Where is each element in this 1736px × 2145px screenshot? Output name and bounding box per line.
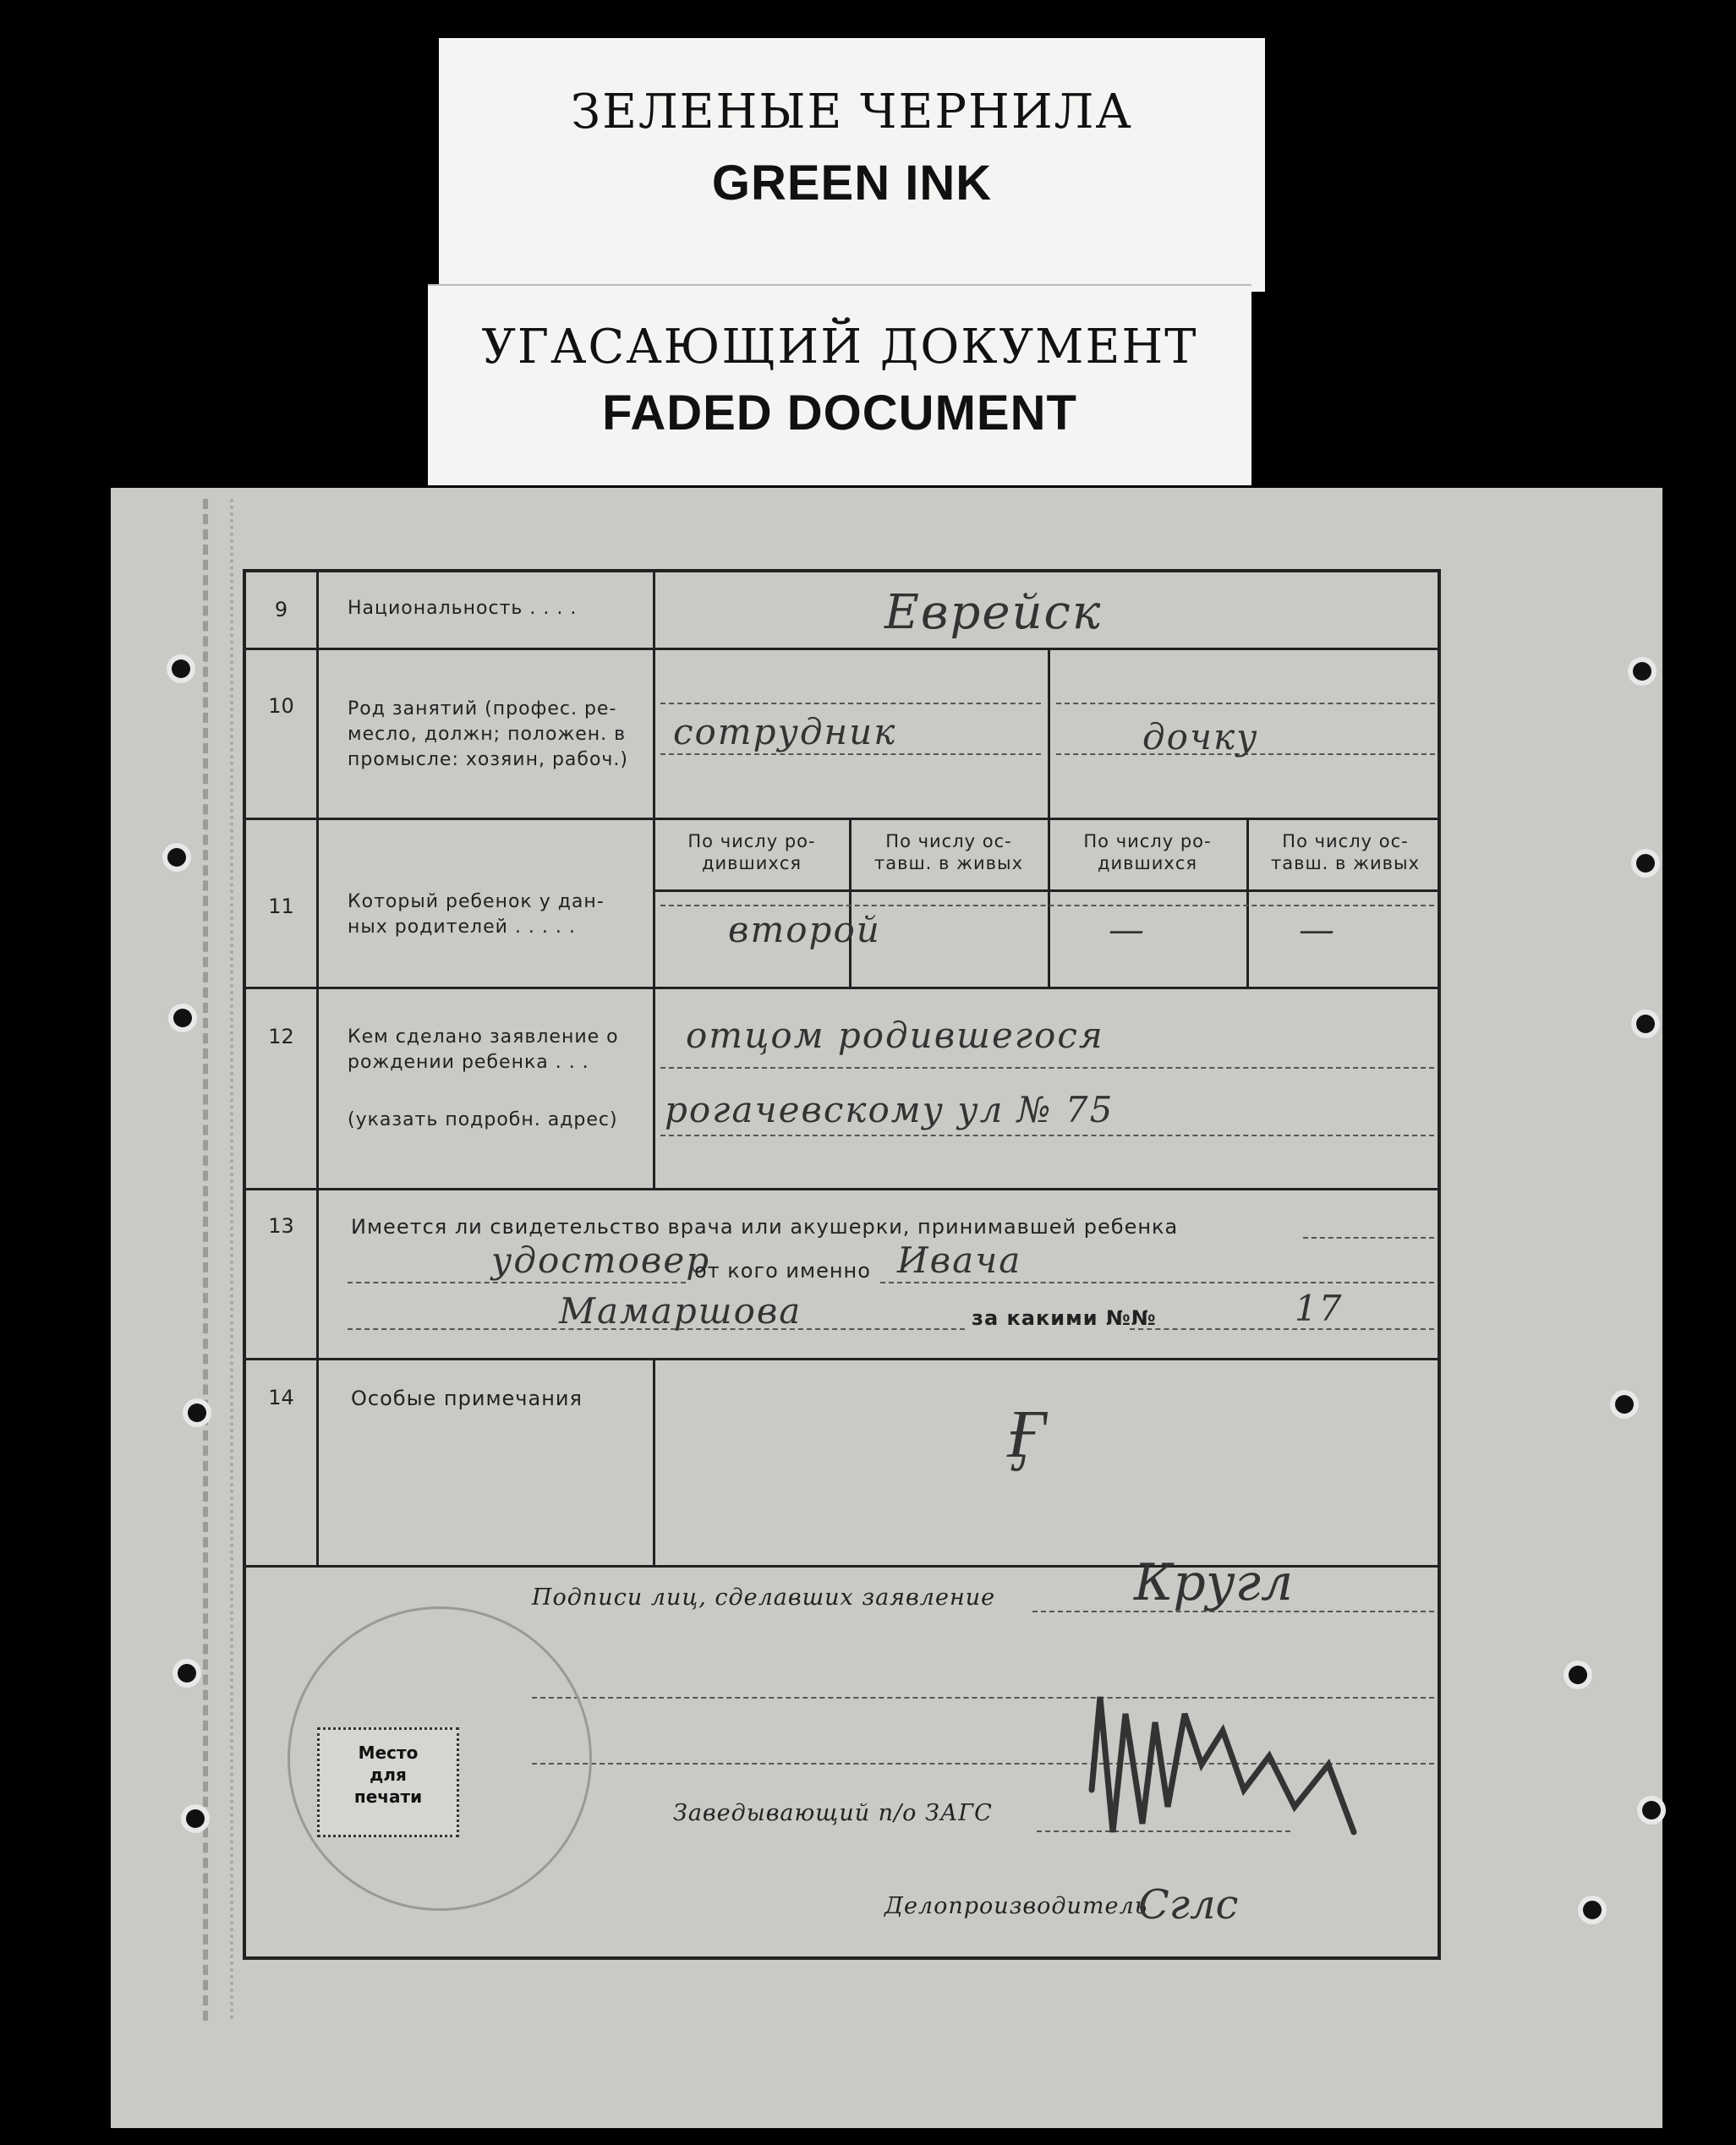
punch-hole bbox=[1633, 662, 1651, 681]
torn-binding-edge bbox=[203, 499, 233, 2021]
occupation-label: Род занятий (профес. ре- месло, должн; положен. в промысле: хозяин, рабоч.) bbox=[348, 698, 629, 770]
declarant-value: отцом родившегося bbox=[686, 1015, 1104, 1056]
punch-hole bbox=[1636, 854, 1655, 873]
seal-placeholder-box: Место для печати bbox=[317, 1727, 459, 1837]
zags-head-label: Заведывающий п/о ЗАГС bbox=[673, 1800, 993, 1826]
certificate-question: Имеется ли свидетельство врача или акушерки, принимавшей ребенка bbox=[351, 1215, 1179, 1239]
address-label: (указать подробн. адрес) bbox=[348, 1109, 618, 1130]
row-occupation bbox=[246, 650, 1438, 820]
green-ink-ru: ЗЕЛЕНЫЕ ЧЕРНИЛА bbox=[571, 85, 1133, 140]
header-alive-father: По числу ос- тавш. в живых bbox=[873, 831, 1024, 873]
punch-hole bbox=[1569, 1666, 1587, 1684]
born-mother-dash: — bbox=[1109, 909, 1146, 950]
header-alive-mother: По числу ос- тавш. в живых bbox=[1270, 831, 1421, 873]
row-number: 10 bbox=[246, 650, 319, 818]
nationality-value: Еврейск bbox=[884, 585, 1103, 640]
alive-mother-dash: — bbox=[1299, 909, 1336, 950]
punch-hole bbox=[186, 1809, 205, 1828]
green-ink-en: GREEN INK bbox=[711, 156, 993, 211]
header-born-father: По числу ро- дившихся bbox=[687, 831, 816, 873]
faded-document-card bbox=[428, 284, 1251, 485]
punch-hole bbox=[1615, 1395, 1634, 1414]
address-value: рогачевскому ул № 75 bbox=[665, 1089, 1114, 1130]
applicants-label: Подписи лиц, сделавших заявление bbox=[532, 1584, 996, 1611]
remarks-mark: Ӻ bbox=[1007, 1394, 1048, 1473]
remarks-label: Особые примечания bbox=[351, 1387, 583, 1410]
punch-hole bbox=[173, 1009, 192, 1027]
clerk-signature: Сглс bbox=[1138, 1881, 1239, 1929]
row-number: 9 bbox=[246, 572, 319, 648]
occupation-mother: дочку bbox=[1142, 716, 1259, 758]
row-number: 14 bbox=[246, 1360, 319, 1565]
header-born-mother: По числу ро- дившихся bbox=[1083, 831, 1212, 873]
doctor-name: Мамаршова bbox=[559, 1290, 802, 1332]
punch-hole bbox=[167, 848, 186, 867]
row-remarks bbox=[246, 1360, 1438, 1568]
from-whom-value: Ивача bbox=[897, 1239, 1022, 1281]
row-number: 13 bbox=[246, 1190, 319, 1358]
by-which-label: за какими №№ bbox=[972, 1306, 1157, 1330]
row-certificate bbox=[246, 1190, 1438, 1360]
row-declarant bbox=[246, 989, 1438, 1190]
row-child-number bbox=[246, 820, 1438, 989]
punch-hole bbox=[1642, 1801, 1661, 1819]
green-ink-card bbox=[439, 38, 1265, 292]
faded-document-en: FADED DOCUMENT bbox=[602, 386, 1077, 440]
zags-head-signature bbox=[1075, 1663, 1388, 1883]
punch-hole bbox=[188, 1404, 206, 1422]
clerk-label: Делопроизводитель bbox=[884, 1893, 1148, 1919]
certificate-number: 17 bbox=[1295, 1288, 1344, 1329]
declarant-label: Кем сделано заявление о рождении ребенка . . . bbox=[348, 1026, 619, 1073]
occupation-father: сотрудник bbox=[673, 711, 897, 752]
child-number-label: Который ребенок у дан- ных родителей . . . . . bbox=[348, 891, 605, 938]
child-order-value: второй bbox=[728, 909, 881, 950]
row-nationality bbox=[246, 572, 1438, 650]
punch-hole bbox=[172, 659, 190, 678]
row-number: 11 bbox=[246, 820, 319, 987]
applicant-signature: Кругл bbox=[1134, 1553, 1294, 1612]
punch-hole bbox=[178, 1664, 196, 1683]
nationality-label: Национальность . . . . bbox=[348, 598, 578, 619]
from-whom-label: от кого именно bbox=[694, 1259, 871, 1283]
certificate-hw: удостовер bbox=[491, 1239, 711, 1281]
punch-hole bbox=[1583, 1901, 1602, 1919]
punch-hole bbox=[1636, 1015, 1655, 1033]
faded-document-ru: УГАСАЮЩИЙ ДОКУМЕНТ bbox=[481, 320, 1198, 375]
row-number: 12 bbox=[246, 989, 319, 1188]
